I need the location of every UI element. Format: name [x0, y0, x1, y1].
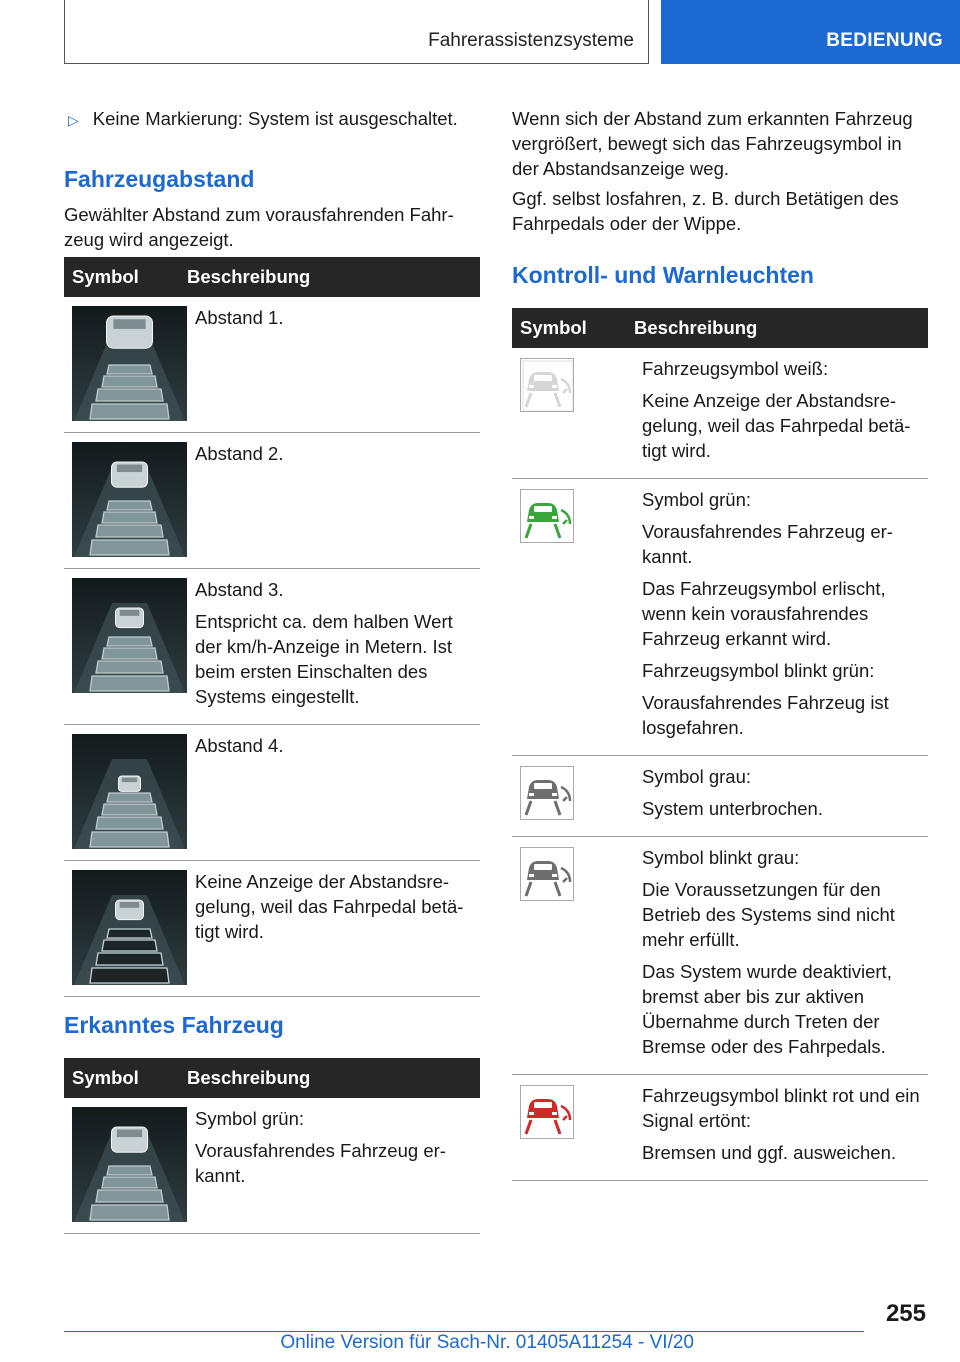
description-cell [187, 861, 480, 997]
description-cell [187, 569, 480, 725]
description-text: Abstand 1. [195, 307, 284, 328]
col-beschreibung: Beschreibung [187, 1058, 480, 1098]
description-text: Symbol grün: [195, 1108, 304, 1129]
tab-label: BEDIENUNG [826, 30, 943, 51]
note-text: Keine Markierung: System ist ausgeschaltet. [92, 108, 458, 129]
description-cell [634, 348, 928, 479]
distance-display-icon [72, 1107, 187, 1222]
white-vehicle-indicator-icon [520, 358, 574, 412]
symbol-cell [64, 1098, 187, 1234]
description-cell [634, 1075, 928, 1181]
table-row [64, 433, 480, 569]
description-text: Keine Anzeige der Abstandsregelung, weil das Fahrpedal betätigt wird. [642, 390, 911, 461]
symbol-cell [64, 297, 187, 433]
table-row [512, 756, 928, 837]
distance-display-icon [72, 306, 187, 421]
section-title: Fahrerassistenzsysteme [428, 30, 634, 51]
symbol-cell [512, 837, 634, 1075]
heading-fahrzeugabstand: Fahrzeugabstand [64, 166, 255, 192]
description-cell [187, 297, 480, 433]
description-cell [187, 1098, 480, 1234]
description-text: Fahrzeugsymbol blinkt rot und ein Signal ertönt: [642, 1085, 920, 1131]
col-symbol: Symbol [64, 257, 187, 297]
description-text: Abstand 3. [195, 579, 284, 600]
col-symbol: Symbol [64, 1058, 187, 1098]
distance-display-icon [72, 734, 187, 849]
note-line [64, 106, 480, 133]
table-row [64, 725, 480, 861]
table-row [512, 348, 928, 479]
symbol-cell [512, 348, 634, 479]
description-text: Fahrzeugsymbol weiß: [642, 358, 829, 379]
description-text: Keine Anzeige der Abstandsregelung, weil das Fahrpedal betätigt wird. [195, 871, 464, 942]
symbol-cell [64, 433, 187, 569]
description-text: Bremsen und ggf. ausweichen. [642, 1142, 897, 1163]
indicator-table [512, 308, 928, 1181]
description-cell [634, 837, 928, 1075]
intro-text: Gewählter Abstand zum vorausfahrenden Fahrzeug wird angezeigt. [64, 204, 454, 250]
detected-vehicle-table [64, 1058, 480, 1234]
table-row [64, 1098, 480, 1234]
col-symbol: Symbol [512, 308, 634, 348]
description-text: Vorausfahrendes Fahrzeug erkannt. [642, 521, 893, 567]
symbol-cell [64, 725, 187, 861]
heading-kontroll-warnleuchten: Kontroll- und Warnleuchten [512, 262, 814, 288]
description-text: Abstand 2. [195, 443, 284, 464]
description-text: Entspricht ca. dem halben Wert der km/h-Anzeige in Metern. Ist beim ersten Einschalten des Systems eingestellt. [195, 611, 453, 707]
description-text: Symbol grau: [642, 766, 751, 787]
distance-display-icon [72, 578, 187, 693]
description-text: Vorausfahrendes Fahrzeug erkannt. [195, 1140, 446, 1186]
online-version-note: Online Version für Sach-Nr. 01405A11254 - VI/20 [280, 1332, 694, 1353]
col-beschreibung: Beschreibung [634, 308, 928, 348]
triangle-bullet-icon: ▷ [68, 112, 79, 128]
description-cell [187, 725, 480, 861]
description-text: System unterbrochen. [642, 798, 823, 819]
distance-table [64, 257, 480, 997]
table-row [512, 837, 928, 1075]
description-text: Fahrzeugsymbol blinkt grün: [642, 660, 875, 681]
symbol-cell [64, 861, 187, 997]
symbol-cell [512, 1075, 634, 1181]
description-text: Vorausfahrendes Fahrzeug ist losgefahren. [642, 692, 889, 738]
col-beschreibung: Beschreibung [187, 257, 480, 297]
gray-vehicle-indicator-icon [520, 847, 574, 901]
table-row [64, 861, 480, 997]
description-cell [634, 756, 928, 837]
heading-erkanntes-fahrzeug: Erkanntes Fahrzeug [64, 1012, 284, 1038]
description-cell [634, 479, 928, 756]
table-row [64, 569, 480, 725]
gray-vehicle-indicator-icon [520, 766, 574, 820]
description-text: Das Fahrzeugsymbol erlischt, wenn kein vorausfahrendes Fahrzeug erkannt wird. [642, 578, 886, 649]
table-row [64, 297, 480, 433]
description-text: Die Voraussetzungen für den Betrieb des Systems sind nicht mehr erfüllt. [642, 879, 895, 950]
description-text: Das System wurde deaktiviert, bremst aber bis zur aktiven Übernahme durch Treten der Bremse oder des Fahrpedals. [642, 961, 892, 1057]
page-number: 255 [885, 1300, 926, 1327]
distance-display-icon [72, 870, 187, 985]
right-para-2: Ggf. selbst losfahren, z. B. durch Betätigen des Fahrpedals oder der Wippe. [512, 188, 899, 234]
symbol-cell [512, 479, 634, 756]
symbol-cell [64, 569, 187, 725]
distance-display-icon [72, 442, 187, 557]
table-row [512, 1075, 928, 1181]
right-para-1: Wenn sich der Abstand zum erkannten Fahrzeug vergrößert, bewegt sich das Fahrzeugsymbol in der Abstandsanzeige weg. [512, 108, 913, 179]
description-text: Symbol grün: [642, 489, 751, 510]
green-vehicle-indicator-icon [520, 489, 574, 543]
description-cell [187, 433, 480, 569]
description-text: Abstand 4. [195, 735, 284, 756]
red-vehicle-indicator-icon [520, 1085, 574, 1139]
symbol-cell [512, 756, 634, 837]
table-row [512, 479, 928, 756]
description-text: Symbol blinkt grau: [642, 847, 800, 868]
tab-bedienung[interactable] [661, 0, 960, 64]
